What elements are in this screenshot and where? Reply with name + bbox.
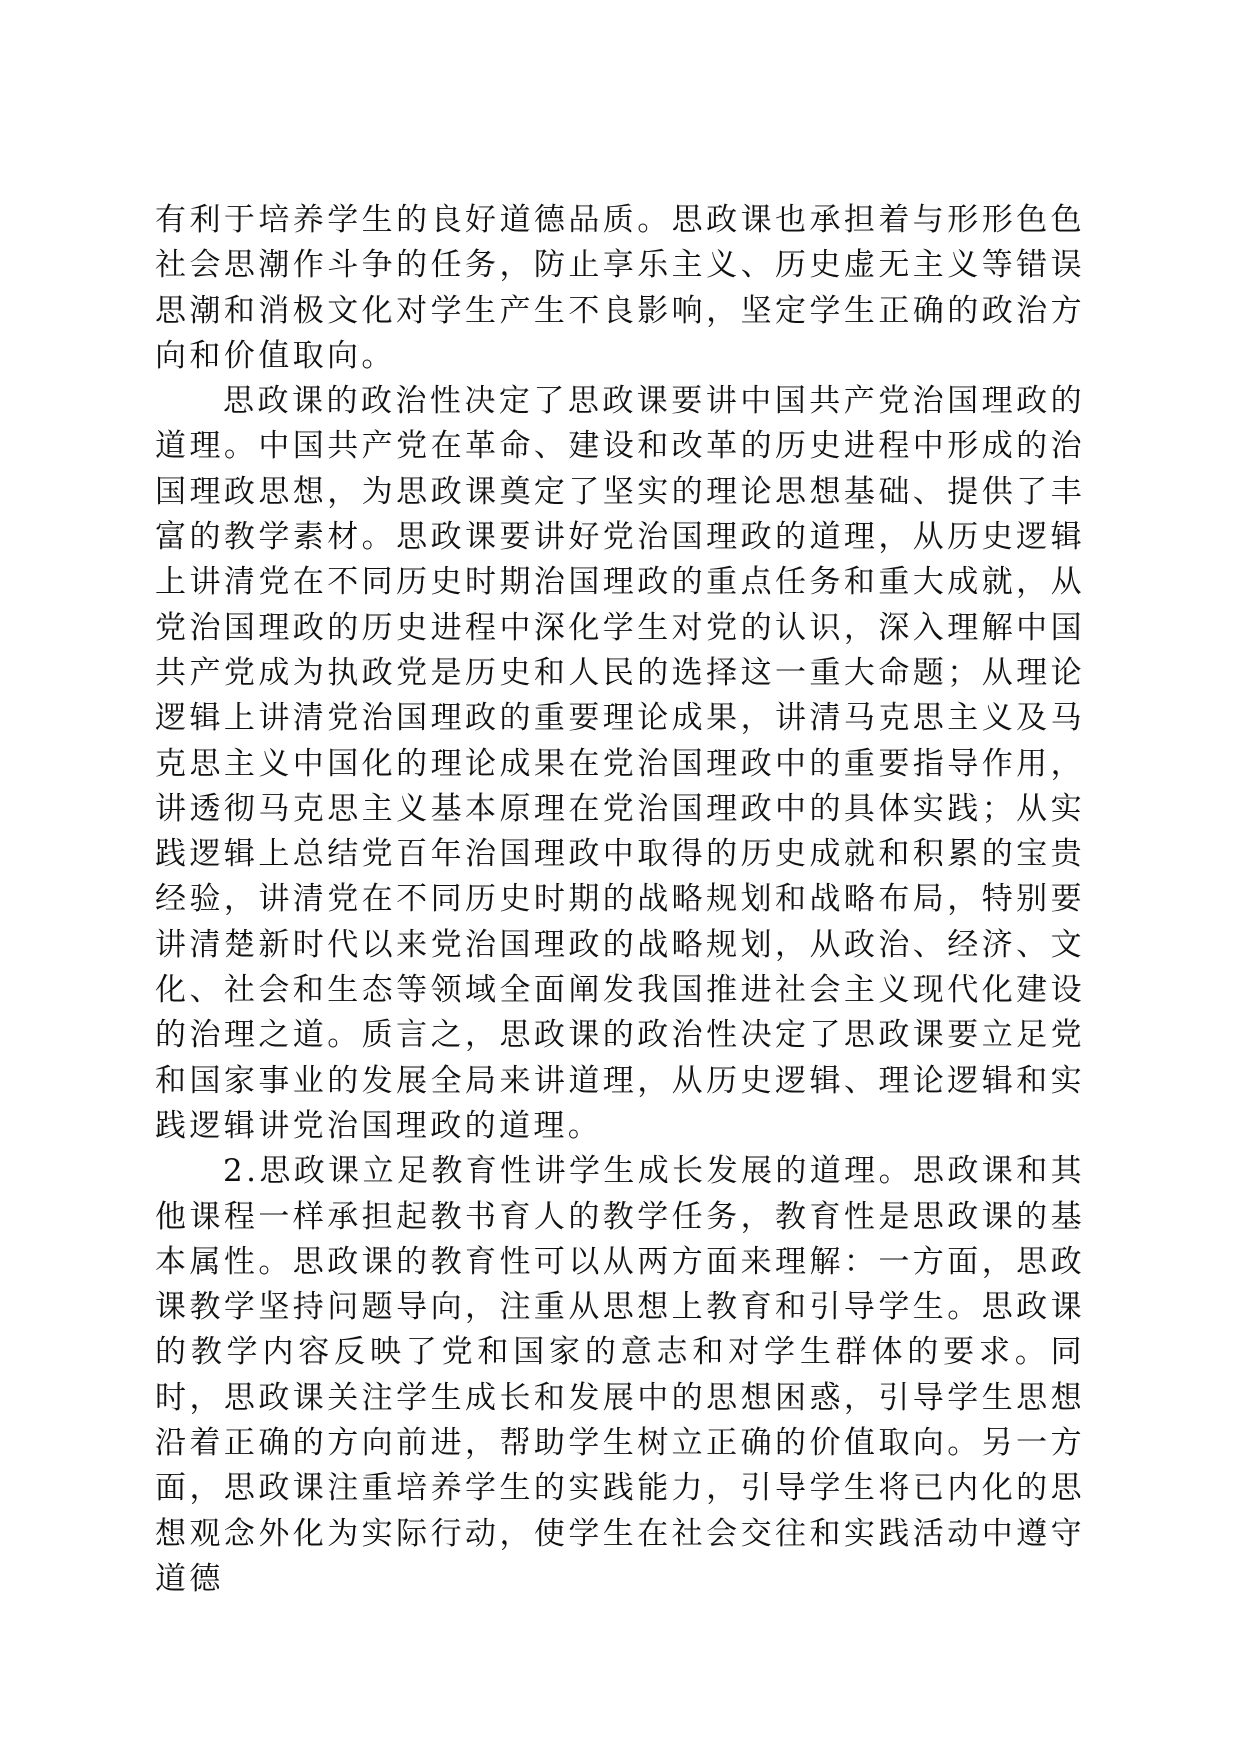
- paragraph-3: 2.思政课立足教育性讲学生成长发展的道理。思政课和其他课程一样承担起教书育人的教学任务，教育性是思政课的基本属性。思政课的教育性可以从两方面来理解：一方面，思政课教学坚持问题导向，注重从思想上教育和引导学生。思政课的教学内容反映了党和国家的意志和对学生群体的要求。同时，思政课关注学生成长和发展中的思想困惑，引导学生思想沿着正确的方向前进，帮助学生树立正确的价值取向。另一方面，思政课注重培养学生的实践能力，引导学生将已内化的思想观念外化为实际行动，使学生在社会交往和实践活动中遵守道德: [155, 1153, 1085, 1597]
- paragraph-2: 思政课的政治性决定了思政课要讲中国共产党治国理政的道理。中国共产党在革命、建设和改革的历史进程中形成的治国理政思想，为思政课奠定了坚实的理论思想基础、提供了丰富的教学素材。思政课要讲好党治国理政的道理，从历史逻辑上讲清党在不同历史时期治国理政的重点任务和重大成就，从党治国理政的历史进程中深化学生对党的认识，深入理解中国共产党成为执政党是历史和人民的选择这一重大命题；从理论逻辑上讲清党治国理政的重要理论成果，讲清马克思主义及马克思主义中国化的理论成果在党治国理政中的重要指导作用，讲透彻马克思主义基本原理在党治国理政中的具体实践；从实践逻辑上总结党百年治国理政中取得的历史成就和积累的宝贵经验，讲清党在不同历史时期的战略规划和战略布局，特别要讲清楚新时代以来党治国理政的战略规划，从政治、经济、文化、社会和生态等领域全面阐发我国推进社会主义现代化建设的治理之道。质言之，思政课的政治性决定了思政课要立足党和国家事业的发展全局来讲道理，从历史逻辑、理论逻辑和实践逻辑讲党治国理政的道理。: [155, 383, 1085, 1144]
- paragraph-1: 有利于培养学生的良好道德品质。思政课也承担着与形形色色社会思潮作斗争的任务，防止享乐主义、历史虚无主义等错误思潮和消极文化对学生产生不良影响，坚定学生正确的政治方向和价值取向。: [155, 202, 1085, 374]
- body-text: [155, 198, 1085, 1602]
